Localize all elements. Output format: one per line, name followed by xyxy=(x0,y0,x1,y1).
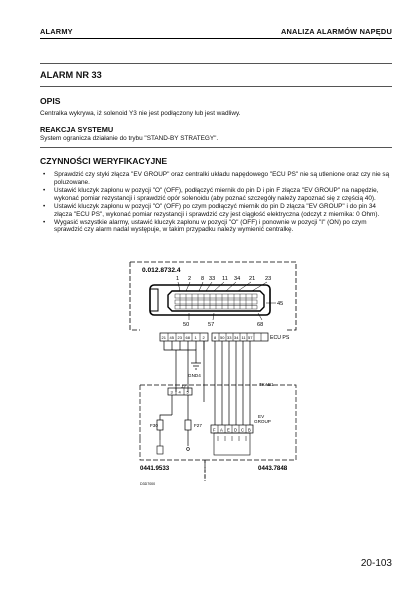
pin-label: 34 xyxy=(234,276,241,282)
fuse-wires xyxy=(160,395,188,420)
pin-number: 57 xyxy=(248,335,253,340)
ecu-ps-pin-numbers xyxy=(162,335,254,340)
verification-step: • Wygasić wszystkie alarmy, ustawić kluczyk zapłonu w pozycji "O" (OFF) i ponownie w pozycji "I" (ON) po czym sprawdzić czy alarm nadal występuje, w takim przypadku należy wymienić centralkę. xyxy=(40,219,392,235)
tkab-label: TKAB1 xyxy=(259,382,274,387)
ecu-outline-left xyxy=(130,262,140,330)
pin-label: 23 xyxy=(265,276,272,282)
ev-group-label-line2: GROUP xyxy=(254,419,271,424)
pin-label-right: 45 xyxy=(277,301,284,307)
pin-label: 2 xyxy=(188,276,192,282)
fuse-f30-label: F30 xyxy=(150,423,158,428)
opis-text: Centralka wykrywa, iż solenoid Y3 nie jest podłączony lub jest wadliwy. xyxy=(40,110,241,117)
pin-label: 50 xyxy=(183,322,190,328)
pin-number: 1 xyxy=(194,335,197,340)
pin-label: 8 xyxy=(201,276,205,282)
pin-number: 4 xyxy=(178,389,181,395)
j2-label: J2 xyxy=(181,384,186,389)
ev-wires xyxy=(204,383,250,425)
ecu-part-number: 0.012.8732.4 xyxy=(142,267,181,274)
bottom-outline xyxy=(140,438,296,480)
figure-code: D3D7000 xyxy=(140,482,156,486)
ecu-ps-label: ECU PS xyxy=(270,335,290,341)
reakcja-heading: REAKCJA SYSTEMU xyxy=(40,125,114,134)
verification-step: • Ustawić kluczyk zapłonu w pozycji "O" (OFF) po czym podłączyć miernik do pin D złącza "EV GROUP" i do pin 34 złącza "ECU PS", wykonać pomiar rezystancji i sprawdzić czy jest ciągłość elektryczna (odczyt z miernika: 0 Ohm). xyxy=(40,203,392,219)
pin-number: 5 xyxy=(186,389,189,395)
pin-label: 33 xyxy=(209,276,216,282)
pin-label: 21 xyxy=(249,276,256,282)
ecu-connector xyxy=(150,285,270,315)
czynnosci-heading: CZYNNOŚCI WERYFIKACYJNE xyxy=(40,156,168,166)
pin-letter: D xyxy=(234,427,238,433)
pin-letter: B xyxy=(248,427,251,433)
pin-letter: C xyxy=(241,427,245,433)
pin-number: 23 xyxy=(177,335,182,340)
page-number: 20-103 xyxy=(360,558,392,569)
pin-label: 68 xyxy=(257,322,264,328)
pin-label: 11 xyxy=(222,276,228,282)
reakcja-text: System ogranicza działanie do trybu "STAND-BY STRATEGY". xyxy=(40,135,219,142)
fuse-f27-label: F27 xyxy=(194,423,202,428)
alarm-title: ALARM NR 33 xyxy=(40,70,102,80)
pin-number: 3 xyxy=(170,389,173,395)
pin-number: 34 xyxy=(234,335,239,340)
pin-letter: A xyxy=(220,427,223,433)
pin-number: 8 xyxy=(214,335,217,340)
pin-number: 68 xyxy=(185,335,190,340)
pin-label: 1 xyxy=(176,276,180,282)
connector-top-pin-labels xyxy=(176,276,271,282)
harness-wires xyxy=(164,341,250,392)
pin-number: 45 xyxy=(169,335,174,340)
connector-bottom-pin-labels xyxy=(183,322,263,328)
pin-letter: F xyxy=(213,427,216,433)
pin-number: 50 xyxy=(220,335,225,340)
pin-number: 21 xyxy=(161,335,166,340)
j2-pin-numbers xyxy=(171,390,190,395)
pin-label: 57 xyxy=(208,322,215,328)
pin-number: 2 xyxy=(202,335,205,340)
fuse-f27 xyxy=(185,420,191,446)
ground-symbol xyxy=(191,363,201,369)
verification-step: • Sprawdzić czy styki złącza "EV GROUP" oraz centralki układu napędowego "ECU PS" nie są utlenione oraz czy nie są poluzowane. xyxy=(40,171,392,187)
header-chapter-title: ANALIZA ALARMÓW NAPĘDU xyxy=(280,27,392,36)
ev-group-label-line1: EV xyxy=(258,414,265,419)
part-number-right: 0443.7848 xyxy=(258,465,288,472)
pin-number: 11 xyxy=(241,335,246,340)
gnd-label: GND4 xyxy=(188,373,201,378)
header-section-label: ALARMY xyxy=(40,27,73,36)
part-number-left: 0441.9533 xyxy=(140,465,170,472)
power-source-symbol xyxy=(157,440,189,454)
pin-letter: E xyxy=(227,427,230,433)
verification-step: • Ustawić kluczyk zapłonu w pozycji "O" (OFF), podłączyć miernik do pin D i pin F złącza "EV GROUP" na napędzie, wykonać pomiar rezystancji i sprawdzić opór solenoidu (aby poznać szczegóły należy zapoznać się z częścią 40). xyxy=(40,187,392,203)
pin-number: 33 xyxy=(227,335,232,340)
ev-group-connector xyxy=(211,425,253,455)
opis-heading: OPIS xyxy=(40,96,61,106)
